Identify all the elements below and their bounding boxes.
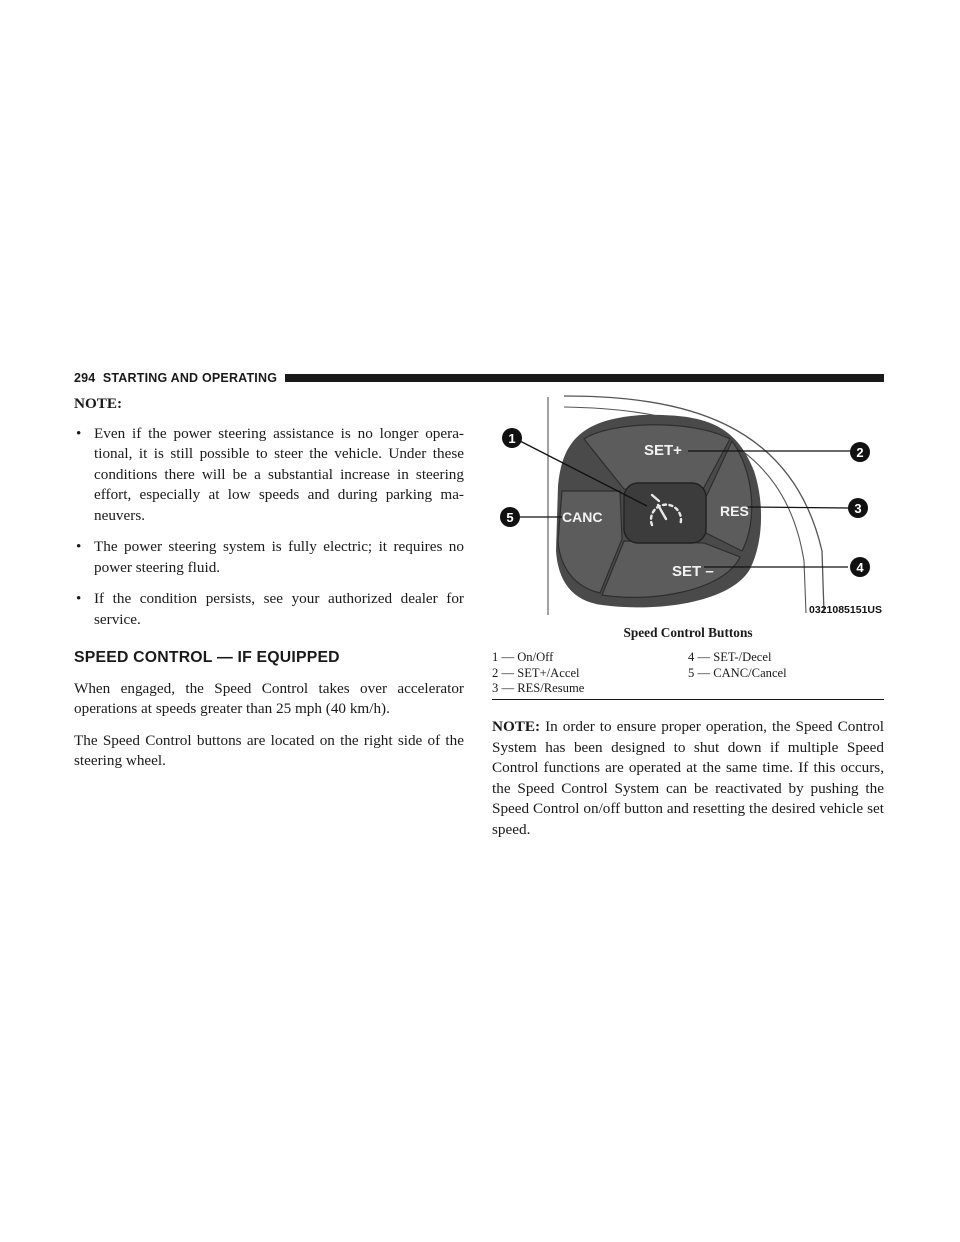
bullet-icon: • <box>76 424 82 442</box>
svg-text:1: 1 <box>508 431 516 446</box>
speed-control-note <box>492 717 884 840</box>
legend-row <box>492 650 884 666</box>
legend-row <box>492 666 884 682</box>
legend-item <box>688 681 884 697</box>
svg-text:4: 4 <box>856 560 864 575</box>
note-bullet-item <box>74 589 464 630</box>
res-label: RES <box>720 503 749 519</box>
speed-control-figure <box>492 391 884 621</box>
legend-item: 3 — RES/Resume <box>492 681 585 695</box>
bullet-text: The power steering system is fully electric; it requires no power steering fluid. <box>94 538 464 576</box>
bullet-text: Even if the power steering assistance is no longer opera-tional, it is still possible to steer the vehicle. Under these conditions there will be a substantial increase in steering effort, especially at low speeds and during parking ma-neuvers. <box>94 424 464 524</box>
note-bullet-list <box>74 424 464 631</box>
on-off-button[interactable] <box>624 483 706 543</box>
section-heading: SPEED CONTROL — IF EQUIPPED <box>74 649 340 666</box>
svg-text:5: 5 <box>506 510 514 525</box>
note-label: NOTE: <box>74 395 123 412</box>
running-header <box>74 370 884 386</box>
left-column <box>74 394 464 783</box>
callout-3 <box>848 498 868 518</box>
header-rule <box>285 374 884 382</box>
callout-5 <box>500 507 520 527</box>
note-bullet-item <box>74 537 464 578</box>
legend-item: 4 — SET-/Decel <box>688 650 772 664</box>
page-number: 294 <box>74 371 96 385</box>
note-bullet-item <box>74 424 464 527</box>
figure-code: 0321085151US <box>809 604 882 616</box>
figure-caption: Speed Control Buttons <box>623 625 753 640</box>
legend-item: 1 — On/Off <box>492 650 554 664</box>
page-header-label <box>74 371 277 385</box>
svg-text:3: 3 <box>854 501 862 516</box>
bullet-icon: • <box>76 538 82 555</box>
set-minus-label: SET – <box>672 563 714 580</box>
figure-legend <box>492 650 884 700</box>
legend-item: 5 — CANC/Cancel <box>688 665 787 680</box>
canc-label: CANC <box>562 509 603 525</box>
bullet-icon: • <box>76 590 82 607</box>
body-paragraph: When engaged, the Speed Control takes over accelerator operations at speeds greater than 25 mph (40 km/h). <box>74 679 464 717</box>
legend-item: 2 — SET+/Accel <box>492 665 580 680</box>
set-plus-label: SET+ <box>644 442 682 459</box>
callout-4 <box>850 557 870 577</box>
callout-1 <box>502 428 522 448</box>
svg-text:2: 2 <box>856 445 864 460</box>
steering-wheel-illustration <box>492 391 884 621</box>
body-paragraph: The Speed Control buttons are located on the right side of the steering wheel. <box>74 731 464 769</box>
legend-row <box>492 681 884 697</box>
bullet-text: If the condition persists, see your authorized dealer for service. <box>94 590 464 628</box>
section-title: STARTING AND OPERATING <box>102 371 278 385</box>
note-text: In order to ensure proper operation, the Speed Control System has been designed to shut down if multiple Speed Control functions are operated at the same time. If this occurs, the Speed Control System can be reactivated by pushing the Speed Control on/off button and resetting the desired vehicle set speed. <box>492 718 885 838</box>
note-label: NOTE: <box>492 718 541 735</box>
callout-2 <box>850 442 870 462</box>
